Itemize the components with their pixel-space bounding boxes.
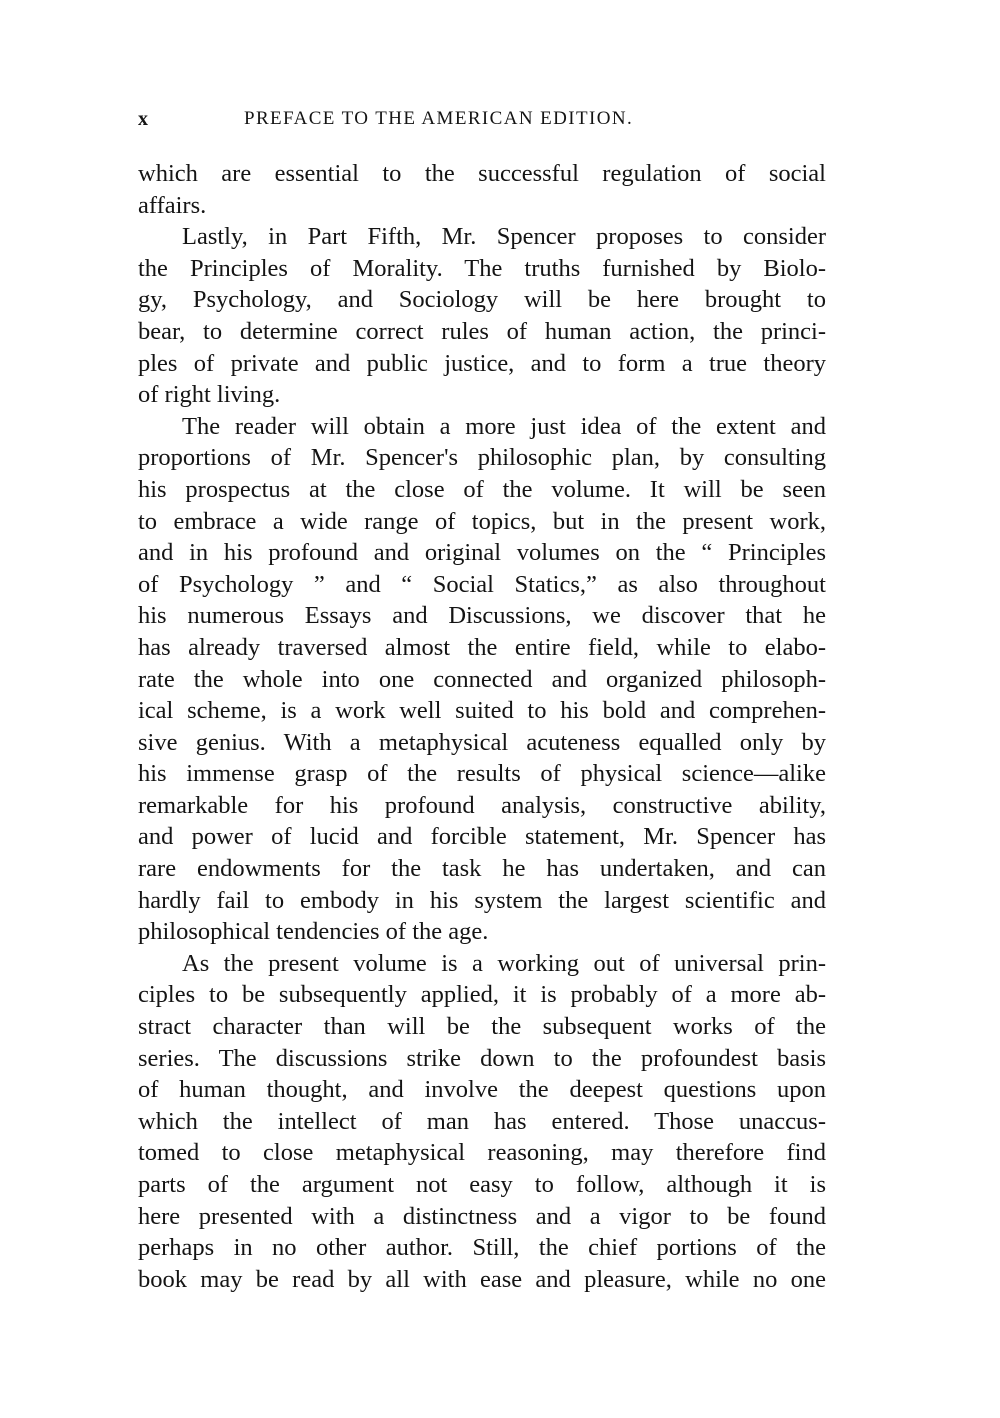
text-line: tomed to close metaphysical reasoning, may therefore find [138, 1139, 826, 1167]
text-line: series. The discussions strike down to the profoundest basis [138, 1044, 826, 1072]
text-line: which are essential to the successful regulation of social [138, 160, 826, 187]
text-line: Lastly, in Part Fifth, Mr. Spencer proposes to consider [182, 223, 826, 251]
text-line: here presented with a distinctness and a vigor to be found [138, 1202, 826, 1230]
text-line: ical scheme, is a work well suited to his bold and comprehen- [138, 697, 826, 725]
text-line: and power of lucid and forcible statement, Mr. Spencer has [138, 823, 826, 851]
page-number: x [138, 108, 148, 130]
text-line: of right living. [138, 381, 281, 409]
text-line: of Psychology ” and “ Social Statics,” as also throughout [138, 570, 826, 598]
page-header [138, 104, 826, 134]
text-line: which the intellect of man has entered. Those unaccus- [138, 1107, 826, 1135]
text-line: of human thought, and involve the deepest questions upon [138, 1076, 826, 1104]
paragraph [138, 158, 826, 221]
page-body [138, 158, 826, 1295]
text-line: and in his profound and original volumes on the “ Principles [138, 539, 826, 567]
text-line: to embrace a wide range of topics, but in the present work, [138, 507, 826, 535]
text-line: bear, to determine correct rules of human action, the princi- [138, 317, 826, 345]
text-line: perhaps in no other author. Still, the chief portions of the [138, 1234, 826, 1262]
text-line: the Principles of Morality. The truths furnished by Biolo- [138, 254, 826, 282]
text-line: has already traversed almost the entire field, while to elabo- [138, 633, 826, 661]
text-line: As the present volume is a working out of universal prin- [182, 949, 826, 977]
text-line: rare endowments for the task he has undertaken, and can [138, 855, 826, 883]
paragraph [138, 221, 826, 411]
running-head: PREFACE TO THE AMERICAN EDITION. [244, 108, 634, 129]
text-line: hardly fail to embody in his system the largest scientific and [138, 886, 826, 914]
text-line: sive genius. With a metaphysical acuteness equalled only by [138, 728, 826, 756]
text-line: ciples to be subsequently applied, it is probably of a more ab- [138, 981, 826, 1009]
text-line: book may be read by all with ease and pleasure, while no one [138, 1265, 826, 1293]
paragraph [138, 948, 826, 1296]
paragraph [138, 411, 826, 948]
text-line: proportions of Mr. Spencer's philosophic plan, by consulting [138, 444, 826, 472]
text-line: philosophical tendencies of the age. [138, 918, 489, 946]
text-line: affairs. [138, 191, 207, 219]
text-line: his numerous Essays and Discussions, we discover that he [138, 602, 826, 630]
text-line: his prospectus at the close of the volume. It will be seen [138, 475, 826, 503]
text-line: ples of private and public justice, and to form a true theory [138, 349, 826, 377]
text-line: rate the whole into one connected and organized philosoph- [138, 665, 826, 693]
text-line: remarkable for his profound analysis, constructive ability, [138, 791, 826, 819]
text-line: stract character than will be the subsequent works of the [138, 1013, 826, 1041]
text-line: gy, Psychology, and Sociology will be here brought to [138, 286, 826, 314]
text-line: The reader will obtain a more just idea of the extent and [182, 412, 826, 440]
text-line: his immense grasp of the results of physical science—alike [138, 760, 826, 788]
text-line: parts of the argument not easy to follow, although it is [138, 1171, 826, 1198]
